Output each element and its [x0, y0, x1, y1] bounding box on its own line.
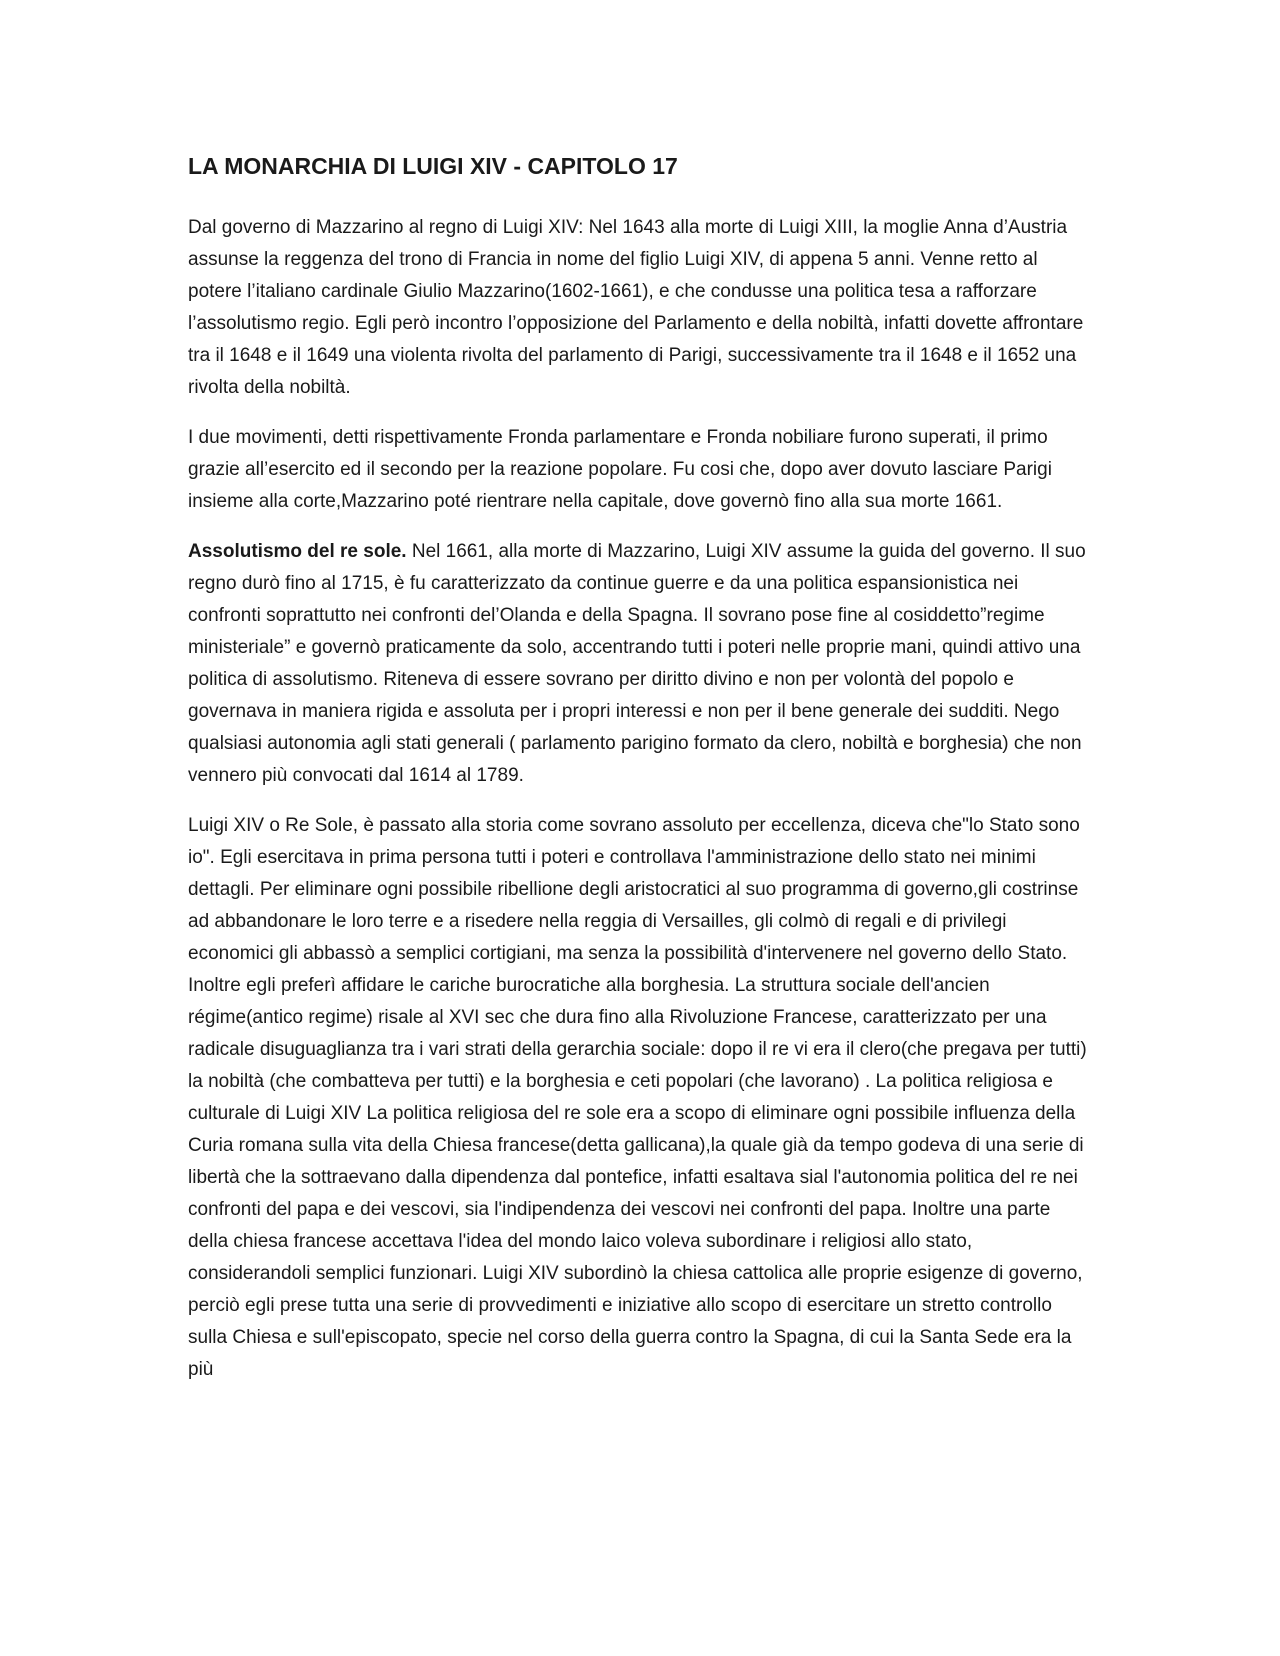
paragraph-fronda [188, 422, 1088, 518]
document-title: LA MONARCHIA DI LUIGI XIV - CAPITOLO 17 [188, 153, 678, 179]
paragraph-text: Luigi XIV o Re Sole, è passato alla storia come sovrano assoluto per eccellenza, diceva che"lo Stato sono io". Egli esercitava in prima persona tutti i poteri e controllava l'amministrazione dello stato nei minimi dettagli. Per eliminare ogni possibile ribellione degli aristocratici al suo programma di governo,gli costrinse ad abbandonare le loro terre e a risedere nella reggia di Versailles, gli colmò di regali e di privilegi economici gli abbassò a semplici cortigiani, ma senza la possibilità d'intervenere nel governo dello Stato. Inoltre egli preferì affidare le cariche burocratiche alla borghesia. La struttura sociale dell'ancien régime(antico regime) risale al XVI sec che dura fino alla Rivoluzione Francese, caratterizzato per una radicale disuguaglianza tra i vari strati della gerarchia sociale: dopo il re vi era il clero(che pregava per tutti) la nobiltà (che combatteva per tutti) e la borghesia e ceti popolari (che lavorano) . La politica religiosa e culturale di Luigi XIV La politica religiosa del re sole era a scopo di eliminare ogni possibile influenza della Curia romana sulla vita della Chiesa francese(detta gallicana),la quale già da tempo godeva di una serie di libertà che la sottraevano dalla dipendenza dal pontefice, infatti esaltava sial l'autonomia politica del re nei confronti del papa e dei vescovi, sia l'indipendenza dei vescovi nei confronti del papa. Inoltre una parte della chiesa francese accettava l'idea del mondo laico voleva subordinare i religiosi allo stato, considerandoli semplici funzionari. Luigi XIV subordinò la chiesa cattolica alle proprie esigenze di governo, perciò egli prese tutta una serie di provvedimenti e iniziative allo scopo di esercitare un stretto controllo sulla Chiesa e sull'episcopato, specie nel corso della guerra contro la Spagna, di cui la Santa Sede era la più [188, 815, 1087, 1380]
paragraph-text: I due movimenti, detti rispettivamente Fronda parlamentare e Fronda nobiliare furono superati, il primo grazie all’esercito ed il secondo per la reazione popolare. Fu cosi che, dopo aver dovuto lasciare Parigi insieme alla corte,Mazzarino poté rientrare nella capitale, dove governò fino alla sua morte 1661. [188, 427, 1052, 512]
paragraph-mazzarino [188, 212, 1088, 404]
paragraph-re-sole [188, 810, 1088, 1386]
paragraph-lead-heading: Assolutismo del re sole. [188, 541, 407, 562]
paragraph-text: Nel 1661, alla morte di Mazzarino, Luigi XIV assume la guida del governo. Il suo regno durò fino al 1715, è fu caratterizzato da continue guerre e da una politica espansionistica nei confronti soprattutto nei confronti del’Olanda e della Spagna. Il sovrano pose fine al cosiddetto”regime ministeriale” e governò praticamente da solo, accentrando tutti i poteri nelle proprie mani, quindi attivo una politica di assolutismo. Riteneva di essere sovrano per diritto divino e non per volontà del popolo e governava in maniera rigida e assoluta per i propri interessi e non per il bene generale dei sudditi. Nego qualsiasi autonomia agli stati generali ( parlamento parigino formato da clero, nobiltà e borghesia) che non vennero più convocati dal 1614 al 1789. [188, 541, 1086, 786]
paragraph-text: Dal governo di Mazzarino al regno di Luigi XIV: Nel 1643 alla morte di Luigi XIII, la moglie Anna d’Austria assunse la reggenza del trono di Francia in nome del figlio Luigi XIV, di appena 5 anni. Venne retto al potere l’italiano cardinale Giulio Mazzarino(1602-1661), e che condusse una politica tesa a rafforzare l’assolutismo regio. Egli però incontro l’opposizione del Parlamento e della nobiltà, infatti dovette affrontare tra il 1648 e il 1649 una violenta rivolta del parlamento di Parigi, successivamente tra il 1648 e il 1652 una rivolta della nobiltà. [188, 217, 1084, 398]
paragraph-assolutismo [188, 536, 1088, 792]
document-page [188, 150, 1088, 1404]
